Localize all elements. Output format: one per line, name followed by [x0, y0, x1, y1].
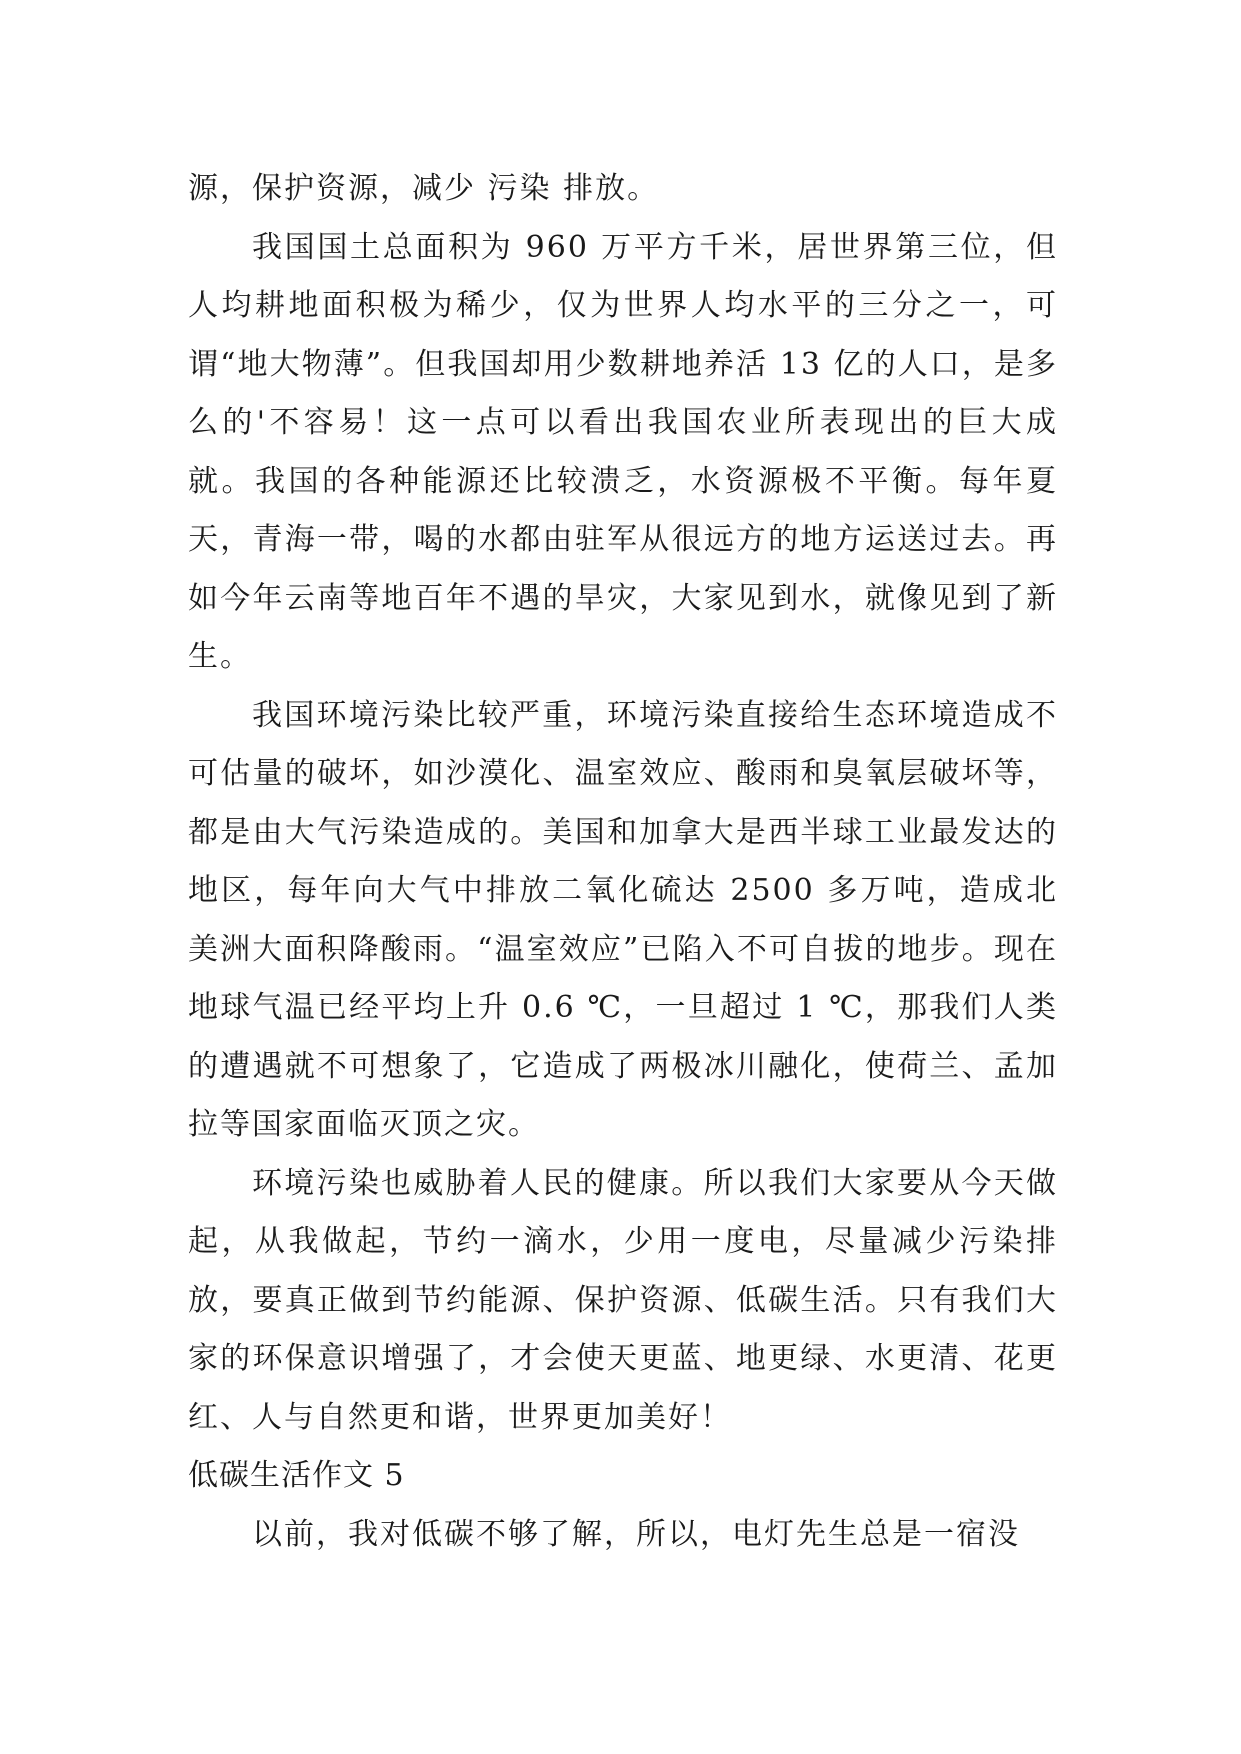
paragraph-health: 环境污染也威胁着人民的健康。所以我们大家要从今天做起，从我做起，节约一滴水，少用一度电，尽量减少污染排放，要真正做到节约能源、保护资源、低碳生活。只有我们大家的环保意识增强了，才会使天更蓝、地更绿、水更清、花更红、人与自然更和谐，世界更加美好！	[188, 1165, 1058, 1435]
paragraph-continuation: 源，保护资源，减少 污染 排放。	[188, 171, 660, 206]
section-heading: 低碳生活作文 5	[188, 1458, 405, 1493]
paragraph-pollution: 我国环境污染比较严重，环境污染直接给生态环境造成不可估量的破坏，如沙漠化、温室效应、酸雨和臭氧层破坏等，都是由大气污染造成的。美国和加拿大是西半球工业最发达的地区，每年向大气中排放二氧化硫达 2500 多万吨，造成北美洲大面积降酸雨。“温室效应”已陷入不可自拔的地步。现在地球气温已经平均上升 0.6 ℃，一旦超过 1 ℃，那我们人类的遭遇就不可想象了，它造成了两极冰川融化，使荷兰、孟加拉等国家面临灭顶之灾。	[188, 697, 1058, 1142]
document-body	[188, 160, 1058, 1564]
paragraph-essay-5-start: 以前，我对低碳不够了解，所以，电灯先生总是一宿没	[252, 1516, 1020, 1552]
paragraph-land-area: 我国国土总面积为 960 万平方千米，居世界第三位，但人均耕地面积极为稀少，仅为世界人均水平的三分之一，可谓“地大物薄”。但我国却用少数耕地养活 13 亿的人口，是多么的'不容易！这一点可以看出我国农业所表现出的巨大成就。我国的各种能源还比较溃乏，水资源极不平衡。每年夏天，青海一带，喝的水都由驻军从很远方的地方运送过去。再如今年云南等地百年不遇的旱灾，大家见到水，就像见到了新生。	[188, 229, 1058, 674]
